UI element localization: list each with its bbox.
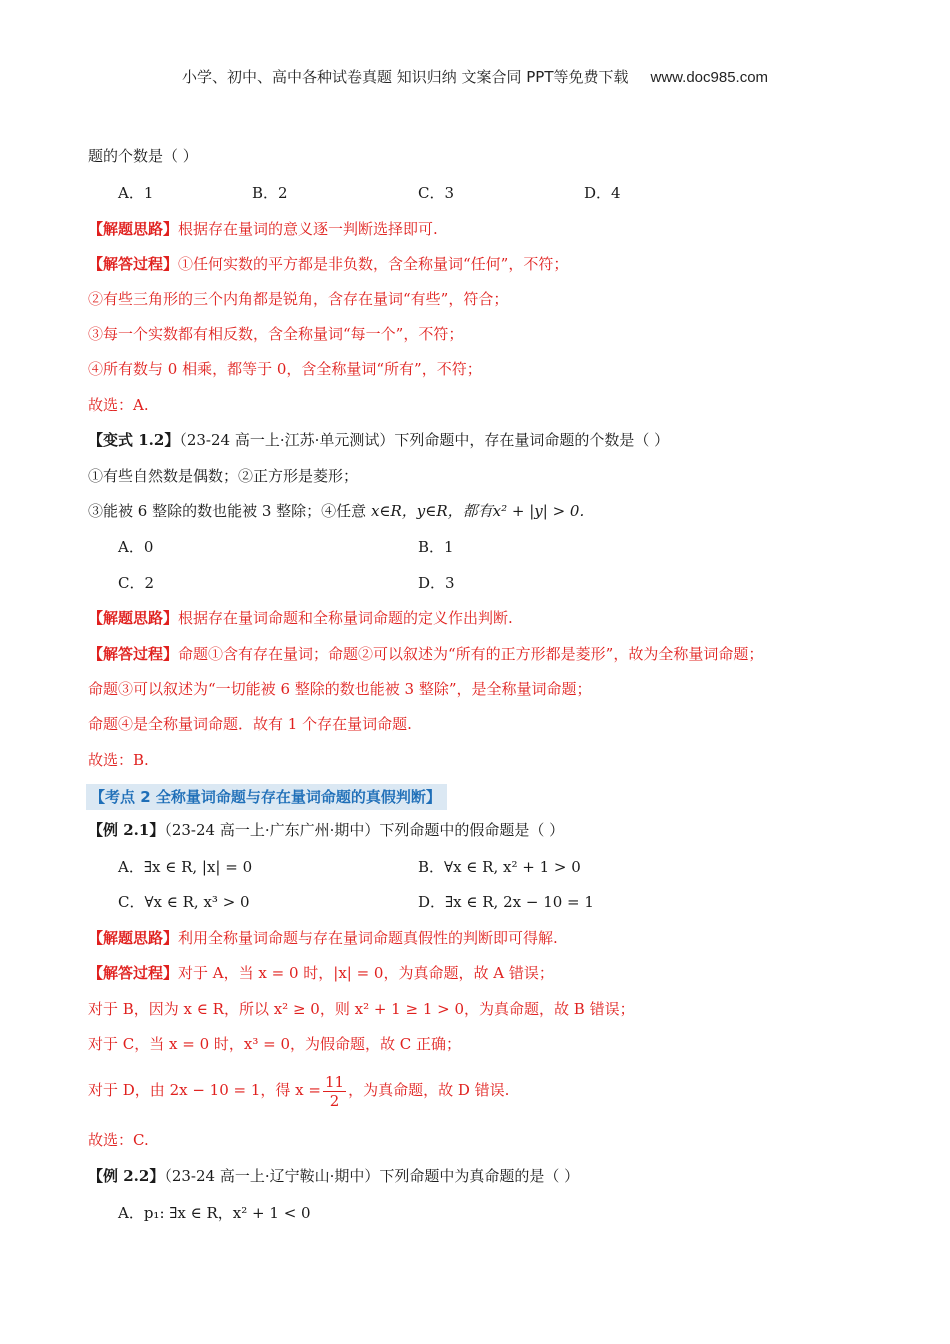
q3-process-a: 【解答过程】对于 A，当 x = 0 时，|x| = 0，为真命题，故 A 错误； [88, 964, 554, 982]
section-heading: 【考点 2 全称量词命题与存在量词命题的真假判断】 [86, 784, 447, 810]
header-text: 小学、初中、高中各种试卷真题 知识归纳 文案合同 PPT等免费下载 [181, 68, 629, 86]
q1-stem-tail: 题的个数是（ ） [88, 147, 198, 165]
q4-stem: 【例 2.2】（23-24 高一上·辽宁鞍山·期中）下列命题中为真命题的是（ ） [88, 1167, 580, 1185]
header-url[interactable]: www.doc985.com [650, 69, 769, 86]
fraction: $\frac{11}{2}$ [324, 1072, 345, 1110]
q1-option-d: D．4 [584, 184, 621, 202]
q2-process-3: 命题④是全称量词命题．故有 1 个存在量词命题. [88, 715, 412, 733]
q4-option-a: A．p₁: ∃x ∈ R，x² + 1 < 0 [118, 1204, 311, 1222]
q3-option-a: A．∃x ∈ R, |x| = 0 [118, 858, 253, 876]
q2-stem: 【变式 1.2】（23-24 高一上·江苏·单元测试）下列命题中，存在量词命题的个数是（ ） [88, 431, 670, 449]
q3-idea: 【解题思路】利用全称量词命题与存在量词命题真假性的判断即可得解. [88, 929, 558, 947]
q3-option-b: B．∀x ∈ R, x² + 1 > 0 [418, 858, 581, 876]
q3-stem: 【例 2.1】（23-24 高一上·广东广州·期中）下列命题中的假命题是（ ） [88, 821, 565, 839]
q1-process-4: ④所有数与 0 相乘，都等于 0，含全称量词“所有”，不符； [88, 360, 482, 378]
q2-process-2: 命题③可以叙述为“一切能被 6 整除的数也能被 3 整除”，是全称量词命题； [88, 680, 592, 698]
q1-option-b: B．2 [252, 184, 288, 202]
q1-process-1: 【解答过程】①任何实数的平方都是非负数，含全称量词“任何”，不符； [88, 255, 569, 273]
page-header [0, 66, 950, 87]
q1-option-c: C．3 [418, 184, 455, 202]
q1-option-a: A．1 [118, 184, 154, 202]
q2-answer: 故选：B. [88, 751, 149, 769]
q3-answer: 故选：C. [88, 1131, 149, 1149]
q3-process-b: 对于 B，因为 x ∈ R，所以 x² ≥ 0，则 x² + 1 ≥ 1 > 0，为真命题，故 B 错误； [88, 1000, 635, 1018]
q2-idea: 【解题思路】根据存在量词命题和全称量词命题的定义作出判断. [88, 609, 513, 627]
q2-option-c: C．2 [118, 574, 155, 592]
q3-process-c: 对于 C，当 x = 0 时，x³ = 0，为假命题，故 C 正确； [88, 1035, 462, 1053]
q1-answer: 故选：A. [88, 396, 149, 414]
q2-option-d: D．3 [418, 574, 455, 592]
q1-idea: 【解题思路】根据存在量词的意义逐一判断选择即可. [88, 220, 438, 238]
q2-option-b: B．1 [418, 538, 454, 556]
q2-option-a: A．0 [118, 538, 154, 556]
q3-option-c: C．∀x ∈ R, x³ > 0 [118, 893, 250, 911]
q1-process-2: ②有些三角形的三个内角都是锐角，含存在量词“有些”，符合； [88, 290, 509, 308]
q3-option-d: D．∃x ∈ R, 2x − 10 = 1 [418, 893, 594, 911]
q2-line-1: ①有些自然数是偶数；②正方形是菱形； [88, 467, 359, 485]
q2-process-1: 【解答过程】命题①含有存在量词；命题②可以叙述为“所有的正方形都是菱形”，故为全称量词命题； [88, 645, 764, 663]
q2-line-2: ③能被 6 整除的数也能被 3 整除；④任意 x∈R，y∈R，都有x² + |y| > 0. [88, 502, 585, 520]
q3-process-d: 对于 D，由 2x − 10 = 1，得 x = $\frac{11}{2}$ ，为真命题，故 D 错误. [88, 1072, 510, 1110]
q1-process-3: ③每一个实数都有相反数，含全称量词“每一个”，不符； [88, 325, 464, 343]
